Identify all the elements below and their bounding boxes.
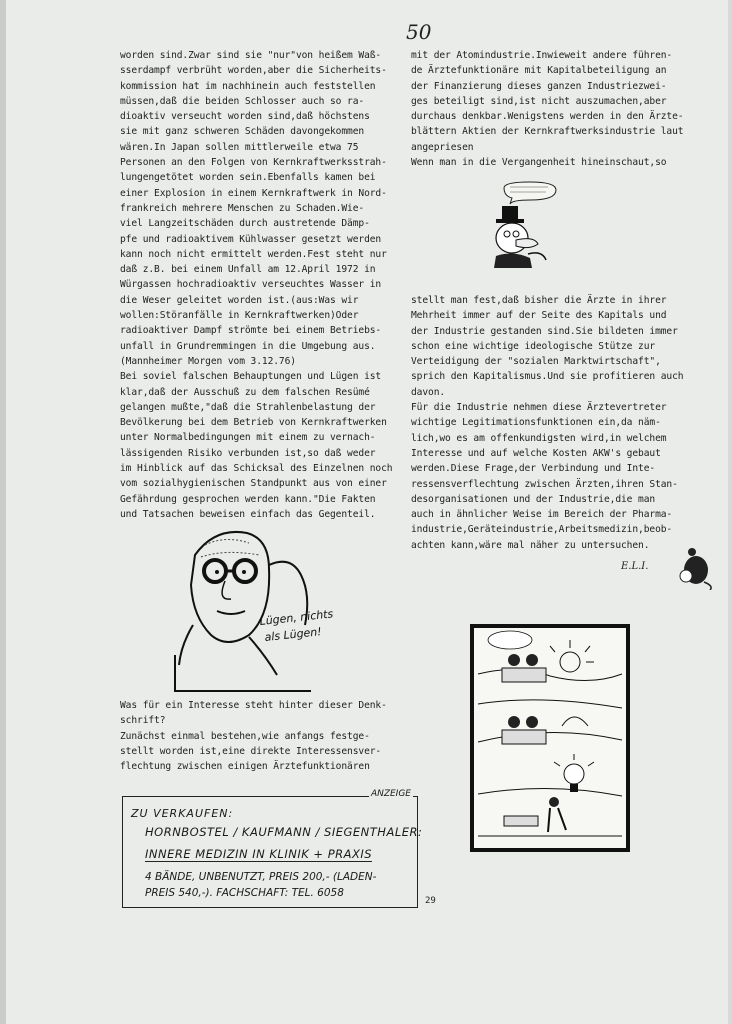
text-line: schrift? (120, 715, 166, 727)
text-line: der Industrie gestanden sind.Sie bildeten immer (411, 325, 678, 337)
text-line: durchaus denkbar.Wenigstens werden in den Ärzte- (411, 111, 684, 123)
text-line: die Weser geleitet worden ist.(aus:Was wir (120, 294, 359, 306)
text-line: Interesse und auf welche Kosten AKW's gebaut (411, 447, 661, 459)
left-column-top-text (120, 48, 392, 522)
text-line: ressensverflechtung zwischen Ärzten,ihren Stan- (411, 478, 678, 490)
text-line: worden sind.Zwar sind sie "nur"von heißem Waß- (120, 50, 382, 61)
text-line: im Hinblick auf das Schicksal des Einzelnen noch (120, 463, 393, 475)
ad-line-for-sale: ZU VERKAUFEN: (131, 807, 234, 820)
text-line: schon eine wichtige ideologische Stütze zur (411, 340, 656, 352)
text-line: lässigenden Risiko verbunden ist,so daß weder (120, 447, 376, 459)
ad-line-authors: HORNBOSTEL / KAUFMANN / SIEGENTHALER: (145, 825, 423, 839)
mouse-doodle (674, 546, 716, 590)
text-line: werden.Diese Frage,der Verbindung und Inte- (411, 463, 656, 475)
ad-tag: ANZEIGE (370, 789, 411, 799)
text-line: industrie,Geräteindustrie,Arbeitsmedizin,beob- (411, 524, 673, 536)
text-line: lich,wo es am offenkundigsten wird,in welchem (411, 432, 667, 444)
text-line: flechtung zwischen einigen Ärztefunktionären (120, 761, 370, 773)
text-line: einer Explosion in einem Kernkraftwerk in Nord- (120, 187, 387, 199)
text-line: blättern Aktien der Kernkraftwerksindustrie laut (411, 126, 684, 138)
text-line: Personen an den Folgen von Kernkraftwerksstrah- (120, 157, 387, 169)
text-line: klar,daß der Ausschuß zu dem falschen Resümé (120, 386, 370, 398)
text-line: Wenn man in die Vergangenheit hineinschaut,so (411, 157, 667, 169)
text-line: Verteidigung der "sozialen Marktwirtschaft", (411, 356, 661, 368)
text-line: stellt worden ist,eine direkte Interessensver- (120, 745, 382, 757)
text-line: vom sozialhygienischen Standpunkt aus von einer (120, 478, 387, 490)
classified-ad-box (122, 789, 423, 908)
scan-right-edge (728, 0, 732, 1024)
text-line: angepriesen (411, 141, 474, 153)
text-line: Bei soviel falschen Behauptungen und Lügen ist (120, 371, 382, 383)
bald-man-cartoon (165, 525, 345, 695)
text-line: (Mannheimer Morgen vom 3.12.76) (120, 355, 296, 367)
cartoon-caption-line-2: als Lügen! (263, 625, 323, 644)
sunset-comic-panel (470, 624, 630, 852)
text-line: Würgassen hochradioaktiv verseuchtes Wasser in (120, 279, 382, 291)
text-line: daß z.B. bei einem Unfall am 12.April 1972 in (120, 264, 376, 276)
text-line: wollen:Störanfälle in Kernkraftwerken)Oder (120, 310, 359, 322)
ad-line-price: 4 BÄNDE, UNBENUTZT, PREIS 200,- (LADEN- (145, 871, 377, 883)
text-line: unfall in Grundremmingen in die Umgebung aus. (120, 340, 376, 352)
text-line: pfe und radioaktivem Kühlwasser gesetzt werden (120, 233, 382, 245)
text-line: und Tatsachen beweisen einfach das Gegenteil. (120, 508, 376, 520)
text-line: wichtige Legitimationsfunktionen ein,da näm- (411, 417, 661, 429)
ad-line-contact: PREIS 540,-). FACHSCHAFT: TEL. 6058 (145, 887, 344, 899)
right-column-top-text (411, 48, 683, 170)
text-line: Für die Industrie nehmen diese Ärztevertreter (411, 402, 667, 414)
handwritten-page-number: 50 (406, 20, 432, 44)
text-line: achten kann,wäre mal näher zu untersuchen. (411, 539, 650, 551)
scan-left-edge (0, 0, 6, 1024)
text-line: wären.In Japan sollen mittlerweile etwa 75 (120, 141, 359, 153)
right-column-bottom-text (411, 293, 683, 553)
text-line: der Finanzierung dieses ganzen Industriezwei- (411, 80, 667, 92)
cartoon-caption-line-1: Lügen, nichts (258, 607, 334, 628)
text-line: viel Langzeitschäden durch austretende Dämp- (120, 218, 370, 230)
text-line: sie mit ganz schweren Schäden davongekommen (120, 126, 365, 138)
text-line: radioaktiver Dampf strömte bei einem Betriebs- (120, 325, 382, 337)
text-line: davon. (411, 386, 446, 398)
text-line: Gefährdung gesprochen werden kann."Die Fakten (120, 493, 376, 505)
text-line: auch in ähnlicher Weise im Bereich der Pharma- (411, 509, 673, 521)
text-line: Was für ein Interesse steht hinter dieser Denk- (120, 700, 387, 711)
text-line: sserdampf verbrüht worden,aber die Sicherheits- (120, 65, 387, 77)
text-line: dioaktiv verseucht worden sind,daß höchstens (120, 111, 370, 123)
text-line: Zunächst einmal bestehen,wie anfangs festge- (120, 730, 370, 742)
text-line: sprich den Kapitalismus.Und sie profitieren auch (411, 371, 684, 383)
text-line: müssen,daß die beiden Schlosser auch so ra- (120, 95, 365, 107)
text-line: kommission hat im nachhinein auch feststellen (120, 80, 376, 92)
text-line: frankreich mehrere Menschen zu Schaden.Wie- (120, 202, 365, 214)
text-line: kann noch nicht ermittelt werden.Fest steht nur (120, 248, 387, 260)
text-line: gelangen mußte,"daß die Strahlenbelastung der (120, 401, 376, 413)
left-column-bottom-text (120, 698, 387, 774)
text-line: ges beteiligt sind,ist nicht auszumachen,aber (411, 95, 667, 107)
text-line: de Ärztefunktionäre mit Kapitalbeteiligung an (411, 65, 667, 77)
author-signature: E.L.I. (621, 561, 649, 572)
page-number: 29 (425, 896, 436, 906)
text-line: lungengetötet worden sein.Ebenfalls kamen bei (120, 172, 376, 184)
text-line: mit der Atomindustrie.Inwieweit andere führen- (411, 50, 673, 61)
ad-line-book-title: INNERE MEDIZIN IN KLINIK + PRAXIS (145, 847, 373, 861)
text-line: Mehrheit immer auf der Seite des Kapitals und (411, 310, 667, 322)
text-line: Bevölkerung bei dem Betrieb von Kernkraftwerken (120, 417, 387, 429)
text-line: stellt man fest,daß bisher die Ärzte in ihrer (411, 295, 667, 306)
text-line: desorganisationen und der Industrie,die man (411, 493, 656, 505)
scrooge-cartoon (490, 180, 562, 270)
text-line: unter Normalbedingungen mit einem zu vernach- (120, 432, 376, 444)
